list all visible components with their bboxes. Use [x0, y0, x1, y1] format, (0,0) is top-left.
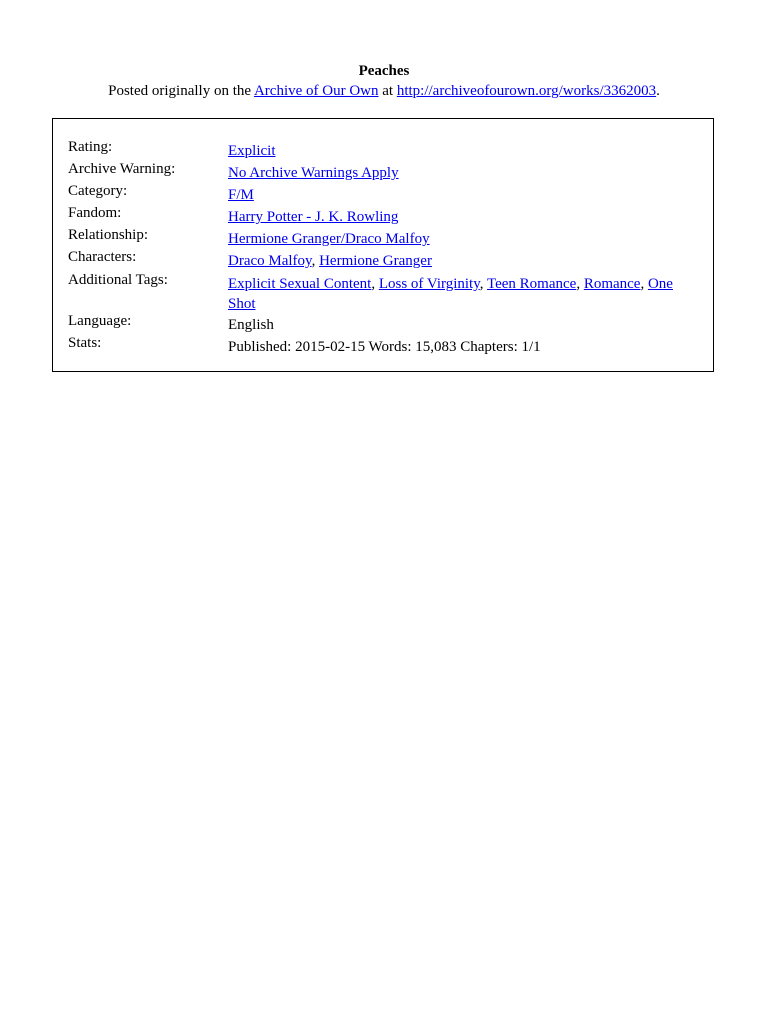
- archive-link[interactable]: Archive of Our Own: [253, 83, 379, 99]
- separator: ,: [576, 276, 584, 292]
- warning-label: Archive Warning:: [68, 161, 176, 177]
- tag-link[interactable]: Romance: [583, 276, 641, 292]
- separator: ,: [371, 276, 379, 292]
- work-header: [0, 61, 768, 101]
- category-label: Category:: [68, 183, 128, 199]
- at-text: at: [378, 83, 397, 99]
- separator: ,: [640, 276, 648, 292]
- characters-list: [228, 251, 688, 271]
- rating-label: Rating:: [68, 139, 113, 155]
- tag-link[interactable]: One Shot: [228, 276, 673, 312]
- tag-link[interactable]: Loss of Virginity: [378, 276, 480, 292]
- stats-label: Stats:: [68, 335, 102, 351]
- relationship-link[interactable]: Hermione Granger/Draco Malfoy: [228, 231, 430, 247]
- relationship-label: Relationship:: [68, 227, 148, 243]
- tag-link[interactable]: Explicit Sexual Content: [228, 276, 372, 292]
- fandom-label: Fandom:: [68, 205, 122, 221]
- tag-link[interactable]: Teen Romance: [486, 276, 577, 292]
- fandom-link[interactable]: Harry Potter - J. K. Rowling: [228, 209, 399, 225]
- posted-prefix: Posted originally on the: [108, 83, 254, 99]
- character-link[interactable]: Draco Malfoy: [228, 253, 312, 269]
- warning-link[interactable]: No Archive Warnings Apply: [228, 165, 399, 181]
- metadata-box: [52, 118, 714, 372]
- language-value: English: [228, 317, 274, 333]
- rating-link[interactable]: Explicit: [228, 143, 276, 159]
- work-url-link[interactable]: http://archiveofourown.org/works/3362003: [396, 83, 657, 99]
- category-link[interactable]: F/M: [228, 187, 254, 203]
- work-title: Peaches: [358, 63, 410, 79]
- additional-tags-label: Additional Tags:: [68, 272, 168, 288]
- characters-label: Characters:: [68, 249, 137, 265]
- posted-line: [0, 81, 768, 101]
- additional-tags-list: [228, 274, 688, 314]
- character-link[interactable]: Hermione Granger: [319, 253, 432, 269]
- period: .: [656, 83, 660, 99]
- language-label: Language:: [68, 313, 132, 329]
- separator: ,: [479, 276, 487, 292]
- stats-value: Published: 2015-02-15 Words: 15,083 Chapters: 1/1: [228, 339, 541, 355]
- separator: ,: [311, 253, 320, 269]
